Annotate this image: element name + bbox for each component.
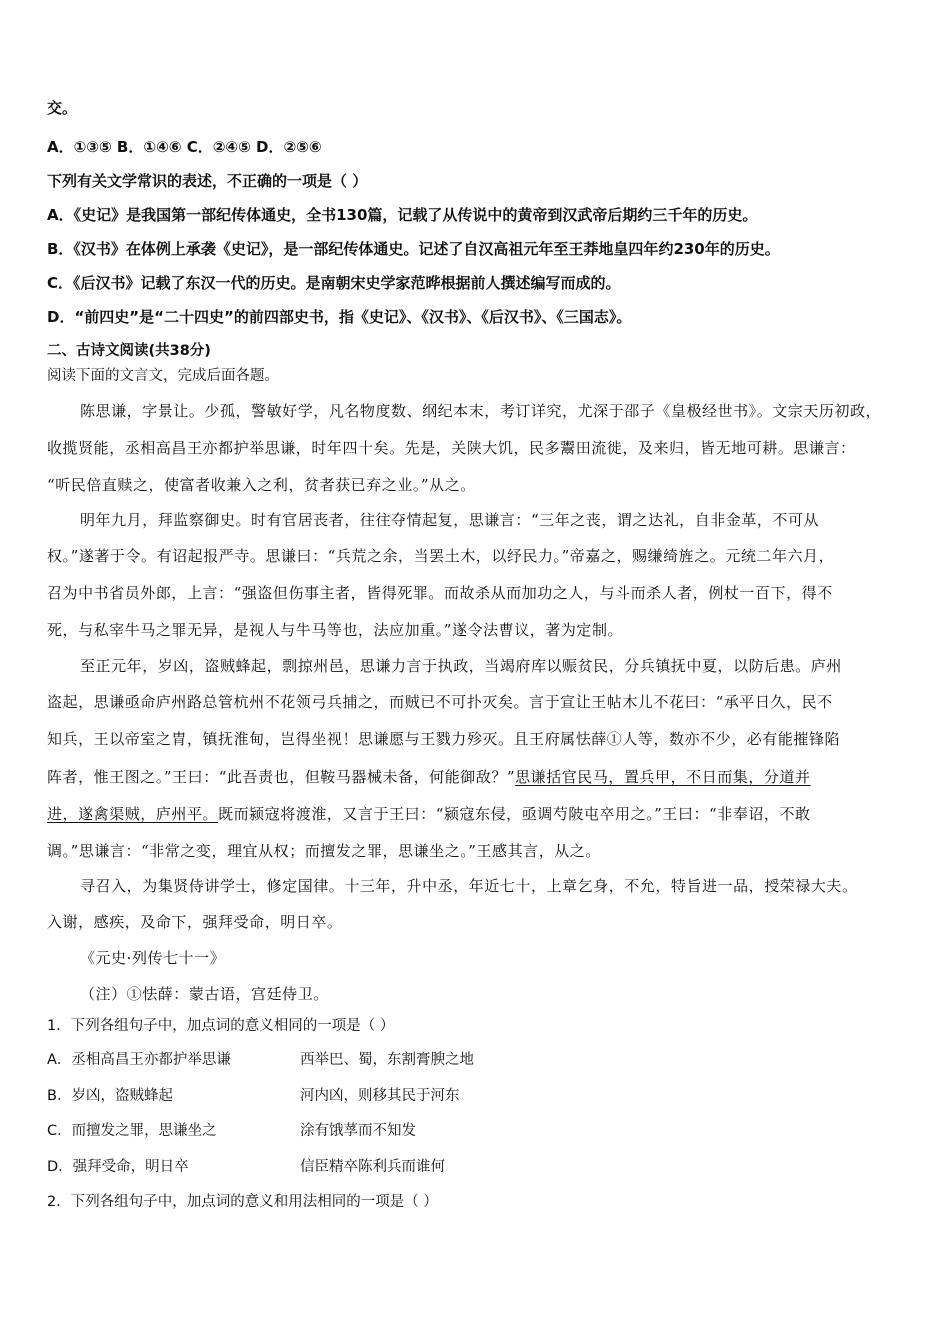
passage-line: 明年九月，拜监察御史。时有官居丧者，往往夺情起复，思谦言：“三年之丧，谓之达礼，自非金革，不可从	[80, 511, 820, 529]
q1-option-a-left: A．丞相高昌王亦都护举思谦	[47, 1052, 231, 1068]
section-intro: 阅读下面的文言文，完成后面各题。	[47, 368, 279, 384]
q1-option-b-left: B．岁凶，盗贼蜂起	[47, 1088, 173, 1104]
q1-option-d-left: D．强拜受命，明日卒	[47, 1159, 189, 1175]
lit-question-stem: 下列有关文学常识的表述，不正确的一项是（ ）	[47, 172, 368, 190]
question-1-stem: 1．下列各组句子中，加点词的意义相同的一项是（ ）	[47, 1018, 395, 1034]
q1-option-c-left: C．而擅发之罪，思谦坐之	[47, 1123, 217, 1139]
q1-option-a-right: 西举巴、蜀，东割膏腴之地	[300, 1052, 474, 1068]
lit-option-d: D．“前四史”是“二十四史”的前四部史书，指《史记》、《汉书》、《后汉书》、《三国志》。	[47, 308, 632, 326]
passage-line: 调。”思谦言：“非常之变，理宜从权；而擅发之罪，思谦坐之。”王感其言，从之。	[47, 842, 601, 860]
passage-line: “听民倍直赎之，使富者收兼入之利，贫者获已弃之业。”从之。	[47, 476, 476, 494]
passage-line: 寻召入，为集贤侍讲学士，修定国律。十三年，升中丞，年近七十，上章乞身，不允，特旨进一品，授荣禄大夫。	[80, 877, 858, 895]
underlined-sentence: 思谦括官民马，置兵甲，不日而集，分道并	[515, 768, 811, 786]
lit-option-a: A．《史记》是我国第一部纪传体通史，全书130篇，记载了从传说中的黄帝到汉武帝后期约三千年的历史。	[47, 206, 758, 224]
passage-line: 权。”遂著于令。有诏起报严寺。思谦曰：“兵荒之余，当罢土木，以纾民力。”帝嘉之，赐缣绮旌之。元统二年六月，	[47, 547, 835, 565]
passage-text: 既而颍寇将渡淮，又言于王曰：“颍寇东侵，亟调芍陂屯卒用之。”王曰：“非奉诏，不敢	[218, 805, 811, 823]
passage-source: 《元史·列传七十一》	[80, 949, 226, 967]
lit-option-c: C．《后汉书》记载了东汉一代的历史。是南朝宋史学家范晔根据前人撰述编写而成的。	[47, 274, 621, 292]
passage-line	[47, 767, 811, 787]
section-title: 二、古诗文阅读(共38分)	[47, 343, 211, 359]
q1-option-c-right: 涂有饿莩而不知发	[300, 1123, 416, 1139]
prev-question-tail: 交。	[47, 99, 78, 117]
passage-line: 死，与私宰牛马之罪无异，是视人与牛马等也，法应加重。”遂令法曹议，著为定制。	[47, 621, 624, 639]
passage-line: 召为中书省员外郎，上言：“强盗但伤事主者，皆得死罪。而故杀从而加功之人，与斗而杀人者，例杖一百下，得不	[47, 584, 833, 602]
passage-line: 盗起，思谦亟命庐州路总管杭州不花领弓兵捕之，而贼已不可扑灭矣。言于宣让王帖木儿不花曰：“承平日久，民不	[47, 693, 833, 711]
passage-line: 陈思谦，字景让。少孤，警敏好学，凡名物度数、纲纪本末，考订详究，尤深于邵子《皇极经世书》。文宗天历初政，	[80, 402, 882, 420]
passage-line: 入谢，感疾，及命下，强拜受命，明日卒。	[47, 913, 343, 931]
lit-option-b: B．《汉书》在体例上承袭《史记》，是一部纪传体通史。记述了自汉高祖元年至王莽地皇四年约230年的历史。	[47, 240, 780, 258]
q1-option-d-right: 信臣精卒陈利兵而谁何	[300, 1159, 445, 1175]
passage-line	[47, 804, 811, 824]
question-2-stem: 2．下列各组句子中，加点词的意义和用法相同的一项是（ ）	[47, 1194, 438, 1210]
passage-line: 至正元年，岁凶，盗贼蜂起，剽掠州邑，思谦力言于执政，当竭府库以赈贫民，分兵镇抚中夏，以防后患。庐州	[80, 657, 842, 675]
prev-question-choices: A．①③⑤ B．①④⑥ C．②④⑤ D．②⑤⑥	[47, 138, 322, 156]
passage-text: 阵者，惟王图之。”王曰：“此吾责也，但鞍马器械未备，何能御敌？”	[47, 768, 516, 786]
passage-note: （注）①怯薛：蒙古语，宫廷侍卫。	[80, 985, 329, 1003]
q1-option-b-right: 河内凶，则移其民于河东	[300, 1088, 460, 1104]
underlined-sentence: 进，遂禽渠贼，庐州平。	[47, 805, 219, 823]
passage-line: 知兵，王以帝室之胄，镇抚淮甸，岂得坐视！思谦愿与王戮力殄灭。且王府属怯薛①人等，数亦不少，必有能摧锋陷	[47, 730, 841, 748]
passage-line: 收揽贤能，丞相高昌王亦都护举思谦，时年四十矣。先是，关陕大饥，民多鬻田流徙，及来归，皆无地可耕。思谦言：	[47, 439, 856, 457]
